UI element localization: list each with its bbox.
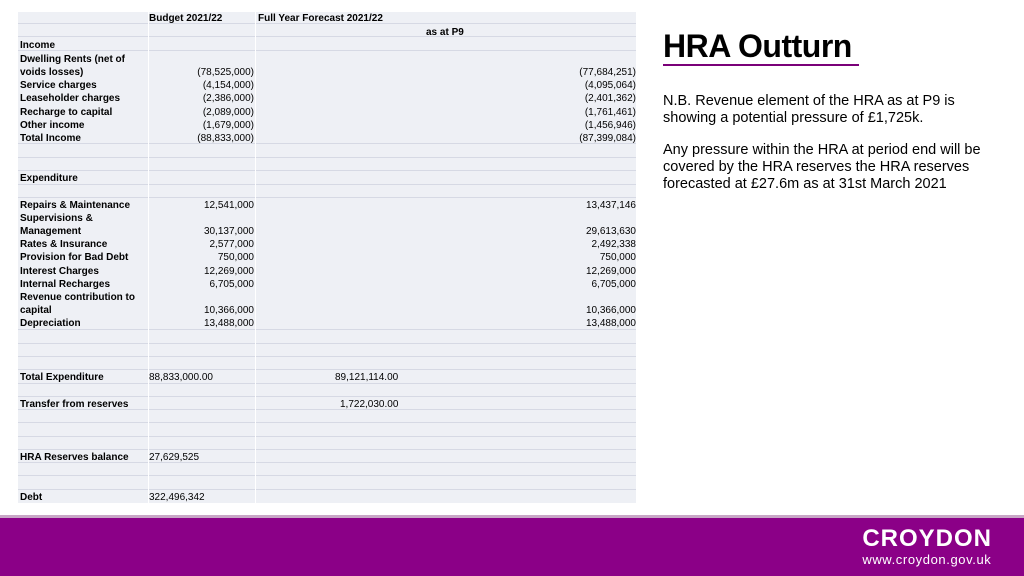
forecast-value: (4,095,064) [584, 80, 636, 91]
row-label: capital [20, 305, 52, 316]
forecast-value: 750,000 [599, 252, 636, 263]
row-label: Depreciation [20, 318, 81, 329]
row-label: Other income [20, 120, 85, 131]
row-label: Recharge to capital [20, 107, 113, 118]
forecast-value: 10,366,000 [585, 305, 636, 316]
forecast-value: 6,705,000 [591, 279, 636, 290]
forecast-value: 29,613,630 [585, 226, 636, 237]
budget-value: (1,679,000) [202, 120, 254, 131]
row-label: voids losses) [20, 67, 84, 78]
forecast-value: 12,269,000 [585, 266, 636, 277]
row-label: Repairs & Maintenance [20, 200, 131, 211]
row-label: Dwelling Rents (net of [20, 54, 125, 65]
note-reserves: Any pressure within the HRA at period end will be covered by the HRA reserves the HRA reserves forecasted at £27.6m as at 31st March 2021 [663, 142, 981, 192]
croydon-logo [862, 526, 992, 568]
row-label: Interest Charges [20, 266, 99, 277]
budget-value: (88,833,000) [197, 133, 254, 144]
slide-title: HRA Outturn [663, 28, 852, 64]
hra-table [18, 12, 636, 503]
forecast-value: (77,684,251) [579, 67, 636, 78]
row-label: Management [20, 226, 82, 237]
col-header-forecast: Full Year Forecast 2021/22 [258, 13, 383, 24]
note-pressure: N.B. Revenue element of the HRA as at P9 is showing a potential pressure of £1,725k. [663, 93, 955, 126]
reserves-value: 27,629,525 [149, 452, 200, 463]
forecast-value: (2,401,362) [584, 93, 636, 104]
forecast-value: (1,761,461) [584, 107, 636, 118]
row-label: Rates & Insurance [20, 239, 108, 250]
budget-value: (2,386,000) [202, 93, 254, 104]
total-income-label: Total Income [20, 133, 81, 144]
budget-value: 13,488,000 [203, 318, 254, 329]
row-label: Provision for Bad Debt [20, 252, 129, 263]
as-at-label: as at P9 [426, 27, 464, 38]
row-label: Leaseholder charges [20, 93, 121, 104]
transfer-label: Transfer from reserves [20, 399, 129, 410]
budget-value: (78,525,000) [197, 67, 254, 78]
row-label: Service charges [20, 80, 97, 91]
forecast-value: (1,456,946) [584, 120, 636, 131]
title-underline [663, 64, 859, 66]
reserves-label: HRA Reserves balance [20, 452, 129, 463]
forecast-value: 13,437,146 [585, 200, 636, 211]
budget-value: 6,705,000 [209, 279, 254, 290]
budget-value: 12,269,000 [203, 266, 254, 277]
total-expenditure-budget: 88,833,000.00 [149, 372, 213, 383]
brand-url: www.croydon.gov.uk [862, 552, 992, 567]
forecast-value: (87,399,084) [579, 133, 636, 144]
debt-value: 322,496,342 [149, 492, 205, 503]
budget-value: 2,577,000 [209, 239, 254, 250]
total-expenditure-label: Total Expenditure [20, 372, 104, 383]
row-label: Supervisions & [20, 213, 93, 224]
budget-value: 750,000 [217, 252, 254, 263]
brand-name: CROYDON [862, 525, 992, 552]
col-header-budget: Budget 2021/22 [149, 13, 223, 24]
row-label: Internal Recharges [20, 279, 111, 290]
forecast-value: 2,492,338 [591, 239, 636, 250]
budget-value: 10,366,000 [203, 305, 254, 316]
budget-value: 12,541,000 [203, 200, 254, 211]
budget-value: (2,089,000) [202, 107, 254, 118]
expenditure-heading: Expenditure [20, 173, 78, 184]
budget-value: 30,137,000 [203, 226, 254, 237]
income-heading: Income [20, 40, 56, 51]
row-label: Revenue contribution to [20, 292, 135, 303]
forecast-value: 13,488,000 [585, 318, 636, 329]
debt-label: Debt [20, 492, 43, 503]
total-expenditure-forecast: 89,121,114.00 [335, 372, 399, 383]
transfer-forecast: 1,722,030.00 [340, 399, 399, 410]
budget-value: (4,154,000) [202, 80, 254, 91]
